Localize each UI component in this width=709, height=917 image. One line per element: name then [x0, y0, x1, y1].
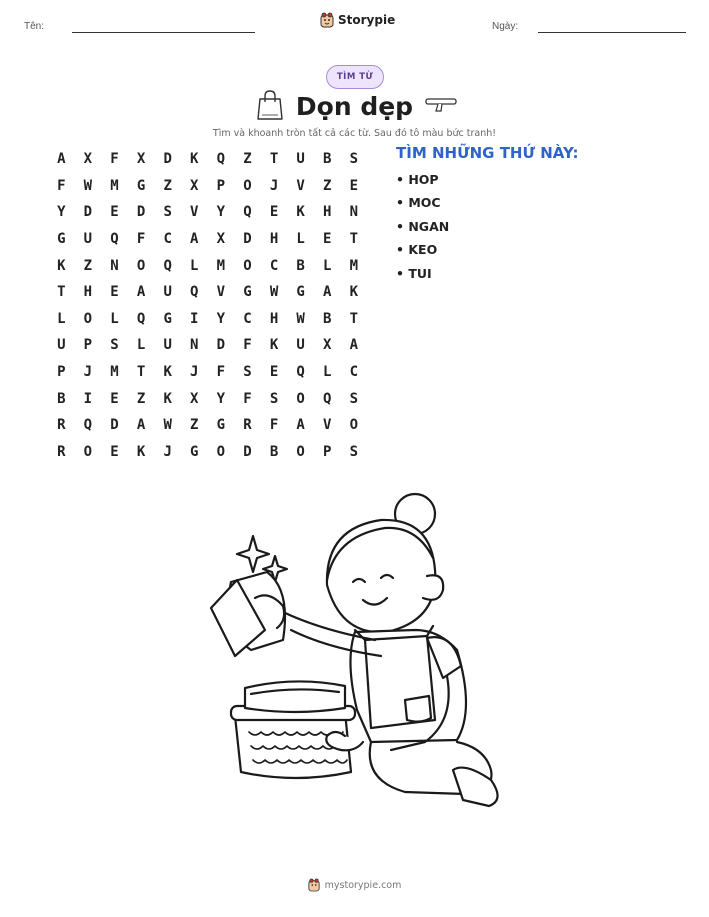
- grid-letter[interactable]: C: [349, 364, 359, 381]
- grid-letter[interactable]: O: [349, 417, 359, 434]
- brand: [320, 12, 395, 28]
- storypie-logo-icon: [308, 878, 320, 892]
- grid-letter[interactable]: H: [323, 204, 332, 221]
- grid-letter[interactable]: E: [110, 390, 119, 407]
- grid-letter[interactable]: T: [136, 364, 146, 381]
- grid-row: [48, 306, 367, 333]
- grid-letter[interactable]: D: [216, 337, 226, 354]
- word-list-item: • NGAN: [396, 218, 450, 234]
- grid-letter[interactable]: V: [323, 417, 332, 434]
- grid-letter[interactable]: B: [57, 390, 66, 407]
- grid-letter[interactable]: X: [323, 337, 332, 354]
- grid-letter[interactable]: S: [269, 390, 279, 407]
- grid-letter[interactable]: Q: [163, 257, 172, 274]
- grid-letter[interactable]: S: [349, 151, 359, 168]
- grid-letter[interactable]: K: [163, 390, 172, 407]
- grid-letter[interactable]: T: [349, 310, 359, 327]
- category-badge: TÌM TỪ: [326, 65, 384, 89]
- grid-letter[interactable]: A: [190, 231, 199, 248]
- grid-letter[interactable]: O: [83, 310, 93, 327]
- grid-letter[interactable]: M: [349, 257, 359, 274]
- grid-letter[interactable]: F: [269, 417, 279, 434]
- grid-row: [48, 199, 367, 226]
- grid-letter[interactable]: J: [190, 364, 199, 381]
- grid-letter[interactable]: V: [190, 204, 199, 221]
- grid-letter[interactable]: E: [269, 204, 279, 221]
- grid-letter[interactable]: Y: [216, 310, 226, 327]
- grid-letter[interactable]: Y: [57, 204, 66, 221]
- grid-letter[interactable]: O: [296, 390, 305, 407]
- grid-letter[interactable]: S: [349, 443, 359, 460]
- grid-letter[interactable]: R: [243, 417, 252, 434]
- grid-letter[interactable]: E: [110, 284, 119, 301]
- grid-letter[interactable]: W: [296, 310, 305, 327]
- grid-letter[interactable]: F: [136, 231, 146, 248]
- grid-letter[interactable]: Z: [323, 177, 332, 194]
- grid-letter[interactable]: V: [216, 284, 226, 301]
- grid-letter[interactable]: K: [296, 204, 305, 221]
- grid-row: [48, 412, 367, 439]
- grid-letter[interactable]: C: [243, 310, 252, 327]
- grid-letter[interactable]: K: [57, 257, 66, 274]
- grid-letter[interactable]: L: [57, 310, 66, 327]
- grid-letter[interactable]: F: [57, 177, 66, 194]
- grid-letter[interactable]: M: [110, 177, 119, 194]
- grid-letter[interactable]: L: [296, 231, 305, 248]
- clothes-hanger-icon: [424, 95, 458, 113]
- grid-letter[interactable]: G: [136, 177, 146, 194]
- grid-letter[interactable]: L: [136, 337, 146, 354]
- grid-letter[interactable]: C: [269, 257, 279, 274]
- grid-letter[interactable]: U: [296, 337, 305, 354]
- grid-letter[interactable]: E: [269, 364, 279, 381]
- grid-letter[interactable]: Q: [323, 390, 332, 407]
- grid-letter[interactable]: S: [163, 204, 172, 221]
- grid-letter[interactable]: F: [216, 364, 226, 381]
- grid-row: [48, 252, 367, 279]
- grid-letter[interactable]: Z: [136, 390, 146, 407]
- grid-letter[interactable]: H: [83, 284, 93, 301]
- grid-letter[interactable]: D: [136, 204, 146, 221]
- footer-url[interactable]: mystorypie.com: [324, 879, 402, 891]
- date-line[interactable]: [538, 32, 686, 33]
- word-list-item: • HOP: [396, 172, 439, 187]
- grid-letter[interactable]: A: [136, 417, 146, 434]
- grid-letter[interactable]: P: [216, 177, 226, 194]
- grid-letter[interactable]: S: [349, 390, 359, 407]
- grid-letter[interactable]: B: [269, 443, 279, 460]
- grid-letter[interactable]: A: [323, 284, 332, 301]
- grid-letter[interactable]: Q: [296, 364, 305, 381]
- grid-letter[interactable]: D: [83, 204, 93, 221]
- grid-letter[interactable]: Q: [110, 231, 119, 248]
- grid-letter[interactable]: G: [57, 231, 66, 248]
- grid-letter[interactable]: B: [296, 257, 305, 274]
- word-list-item: • MOC: [396, 195, 441, 211]
- grid-letter[interactable]: Q: [136, 310, 146, 327]
- word-list-title: TÌM NHỮNG THỨ NÀY:: [396, 144, 579, 162]
- grid-letter[interactable]: U: [296, 151, 305, 168]
- grid-letter[interactable]: X: [190, 177, 199, 194]
- grid-letter[interactable]: K: [349, 284, 359, 301]
- grid-letter[interactable]: U: [83, 231, 93, 248]
- grid-letter[interactable]: S: [243, 364, 252, 381]
- grid-letter[interactable]: O: [296, 443, 305, 460]
- grid-letter[interactable]: W: [83, 177, 93, 194]
- grid-letter[interactable]: M: [110, 364, 119, 381]
- grid-letter[interactable]: A: [57, 151, 66, 168]
- grid-letter[interactable]: A: [296, 417, 305, 434]
- grid-letter[interactable]: Y: [216, 390, 226, 407]
- grid-letter[interactable]: L: [190, 257, 199, 274]
- grid-letter[interactable]: K: [136, 443, 146, 460]
- grid-letter[interactable]: G: [216, 417, 226, 434]
- word-list-item: • TUI: [396, 265, 432, 281]
- grid-letter[interactable]: T: [269, 151, 279, 168]
- grid-letter[interactable]: Z: [190, 417, 199, 434]
- grid-letter[interactable]: U: [163, 284, 172, 301]
- grid-letter[interactable]: E: [323, 231, 332, 248]
- brand-name: Storypie: [338, 13, 396, 27]
- grid-letter[interactable]: D: [243, 443, 252, 460]
- coloring-illustration-woman-cleaning[interactable]: [195, 480, 515, 820]
- grid-letter[interactable]: L: [323, 364, 332, 381]
- grid-letter[interactable]: G: [163, 310, 172, 327]
- word-search-grid[interactable]: [48, 146, 367, 465]
- grid-letter[interactable]: L: [110, 310, 119, 327]
- grid-letter[interactable]: C: [163, 231, 172, 248]
- grid-letter[interactable]: P: [83, 337, 93, 354]
- grid-letter[interactable]: J: [269, 177, 279, 194]
- grid-letter[interactable]: O: [136, 257, 146, 274]
- grid-letter[interactable]: X: [83, 151, 93, 168]
- grid-letter[interactable]: E: [110, 443, 119, 460]
- grid-letter[interactable]: T: [349, 231, 359, 248]
- grid-row: [48, 146, 367, 173]
- grid-letter[interactable]: W: [163, 417, 172, 434]
- grid-letter[interactable]: Z: [163, 177, 172, 194]
- grid-letter[interactable]: Q: [190, 284, 199, 301]
- instructions: Tìm và khoanh tròn tất cả các từ. Sau đó tô màu bức tranh!: [212, 128, 497, 139]
- grid-letter[interactable]: B: [323, 151, 332, 168]
- grid-row: [48, 385, 367, 412]
- grid-letter[interactable]: O: [216, 443, 226, 460]
- grid-letter[interactable]: F: [243, 337, 252, 354]
- grid-letter[interactable]: Z: [243, 151, 252, 168]
- grid-letter[interactable]: F: [110, 151, 119, 168]
- grid-letter[interactable]: J: [163, 443, 172, 460]
- grid-letter[interactable]: G: [296, 284, 305, 301]
- grid-letter[interactable]: D: [243, 231, 252, 248]
- grid-letter[interactable]: X: [136, 151, 146, 168]
- grid-letter[interactable]: D: [163, 151, 172, 168]
- grid-letter[interactable]: E: [349, 177, 359, 194]
- grid-letter[interactable]: O: [243, 257, 252, 274]
- grid-letter[interactable]: H: [269, 310, 279, 327]
- grid-letter[interactable]: P: [323, 443, 332, 460]
- grid-letter[interactable]: G: [243, 284, 252, 301]
- grid-letter[interactable]: O: [243, 177, 252, 194]
- footer: [0, 878, 709, 892]
- grid-letter[interactable]: T: [57, 284, 66, 301]
- grid-letter[interactable]: V: [296, 177, 305, 194]
- page-title: Dọn dẹp: [295, 92, 414, 121]
- grid-row: [48, 359, 367, 386]
- storypie-logo-icon: [320, 12, 334, 28]
- grid-letter[interactable]: N: [110, 257, 119, 274]
- grid-letter[interactable]: X: [190, 390, 199, 407]
- grid-letter[interactable]: A: [136, 284, 146, 301]
- name-label: Tên:: [24, 21, 45, 32]
- grid-letter[interactable]: U: [57, 337, 66, 354]
- grid-letter[interactable]: H: [269, 231, 279, 248]
- grid-letter[interactable]: N: [190, 337, 199, 354]
- name-line[interactable]: [72, 32, 255, 33]
- grid-row: [48, 226, 367, 253]
- grid-letter[interactable]: E: [110, 204, 119, 221]
- grid-letter[interactable]: R: [57, 417, 66, 434]
- grid-letter[interactable]: U: [163, 337, 172, 354]
- grid-letter[interactable]: W: [269, 284, 279, 301]
- grid-row: [48, 173, 367, 200]
- grid-letter[interactable]: L: [323, 257, 332, 274]
- grid-row: [48, 279, 367, 306]
- date-label: Ngày:: [492, 21, 519, 32]
- grid-letter[interactable]: P: [57, 364, 66, 381]
- grid-letter[interactable]: G: [190, 443, 199, 460]
- grid-letter[interactable]: A: [349, 337, 359, 354]
- grid-letter[interactable]: O: [83, 443, 93, 460]
- grid-letter[interactable]: K: [190, 151, 199, 168]
- grid-letter[interactable]: B: [323, 310, 332, 327]
- grid-letter[interactable]: Q: [216, 151, 226, 168]
- grid-letter[interactable]: Y: [216, 204, 226, 221]
- grid-letter[interactable]: K: [163, 364, 172, 381]
- grid-letter[interactable]: R: [57, 443, 66, 460]
- grid-row: [48, 439, 367, 466]
- word-list-item: • KEO: [396, 242, 438, 258]
- grid-letter[interactable]: X: [216, 231, 226, 248]
- word-list: [396, 170, 449, 287]
- grid-letter[interactable]: I: [190, 310, 199, 327]
- grid-letter[interactable]: F: [243, 390, 252, 407]
- grid-letter[interactable]: Z: [83, 257, 93, 274]
- grid-letter[interactable]: S: [110, 337, 119, 354]
- grid-letter[interactable]: Q: [243, 204, 252, 221]
- grid-letter[interactable]: N: [349, 204, 359, 221]
- grid-letter[interactable]: I: [83, 390, 93, 407]
- grid-letter[interactable]: D: [110, 417, 119, 434]
- grid-letter[interactable]: Q: [83, 417, 93, 434]
- grid-row: [48, 332, 367, 359]
- grid-letter[interactable]: K: [269, 337, 279, 354]
- grid-letter[interactable]: J: [83, 364, 93, 381]
- grid-letter[interactable]: M: [216, 257, 226, 274]
